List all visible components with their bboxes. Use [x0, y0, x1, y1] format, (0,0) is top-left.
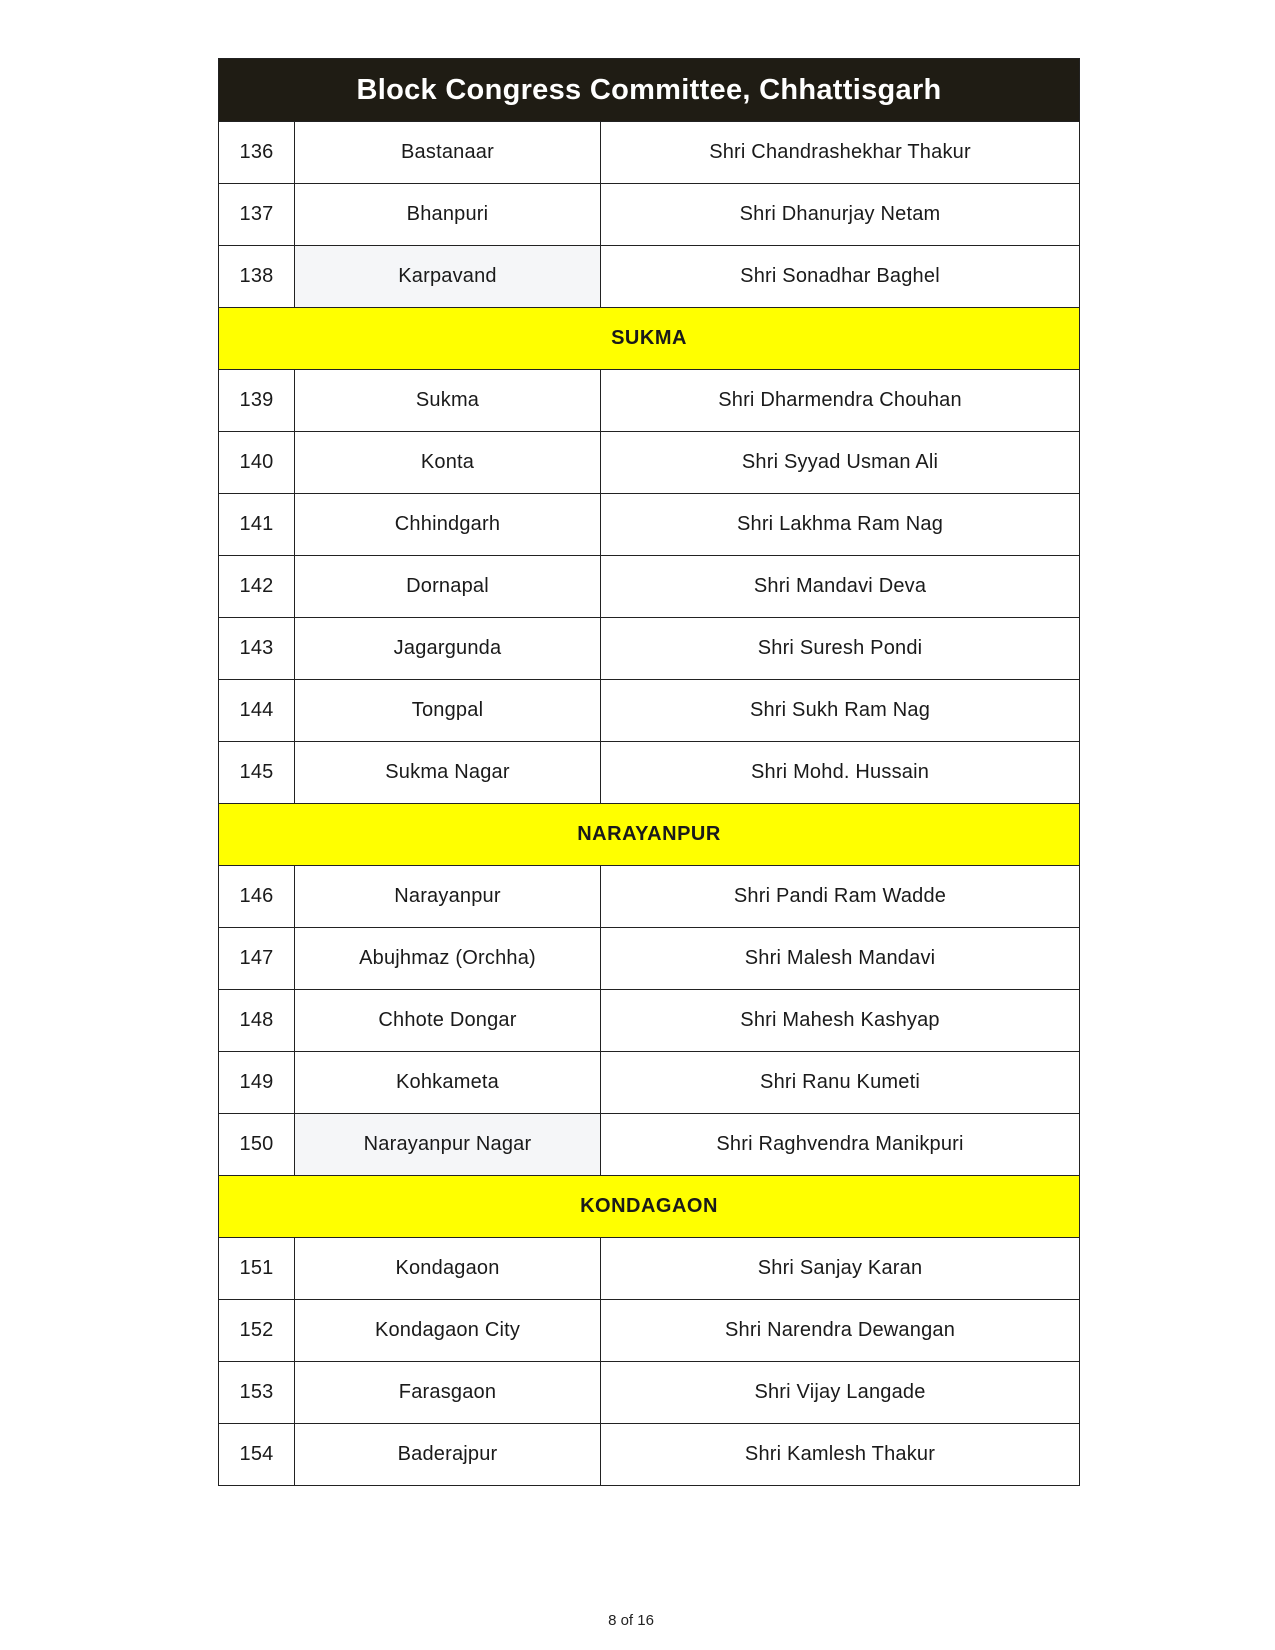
table-row [219, 1114, 1080, 1176]
district-header-row [219, 804, 1080, 866]
block-name-cell: Baderajpur [295, 1424, 601, 1486]
block-name-cell: Bastanaar [295, 122, 601, 184]
president-name-cell: Shri Mohd. Hussain [601, 742, 1080, 804]
president-name-cell: Shri Mandavi Deva [601, 556, 1080, 618]
president-name-cell: Shri Sonadhar Baghel [601, 246, 1080, 308]
table-row [219, 122, 1080, 184]
table-row [219, 370, 1080, 432]
block-name-cell: Jagargunda [295, 618, 601, 680]
president-name-cell: Shri Dharmendra Chouhan [601, 370, 1080, 432]
block-name-cell: Karpavand [295, 246, 601, 308]
president-name-cell: Shri Vijay Langade [601, 1362, 1080, 1424]
table-row [219, 928, 1080, 990]
serial-number-cell: 137 [219, 184, 295, 246]
district-name: KONDAGAON [219, 1176, 1080, 1238]
block-name-cell: Sukma Nagar [295, 742, 601, 804]
serial-number-cell: 151 [219, 1238, 295, 1300]
serial-number-cell: 136 [219, 122, 295, 184]
table-row [219, 742, 1080, 804]
block-name-cell: Farasgaon [295, 1362, 601, 1424]
serial-number-cell: 140 [219, 432, 295, 494]
serial-number-cell: 150 [219, 1114, 295, 1176]
serial-number-cell: 139 [219, 370, 295, 432]
block-name-cell: Bhanpuri [295, 184, 601, 246]
president-name-cell: Shri Chandrashekhar Thakur [601, 122, 1080, 184]
serial-number-cell: 148 [219, 990, 295, 1052]
table-row [219, 556, 1080, 618]
table-row [219, 1362, 1080, 1424]
president-name-cell: Shri Narendra Dewangan [601, 1300, 1080, 1362]
president-name-cell: Shri Raghvendra Manikpuri [601, 1114, 1080, 1176]
table-row [219, 184, 1080, 246]
serial-number-cell: 142 [219, 556, 295, 618]
table-row [219, 1052, 1080, 1114]
serial-number-cell: 146 [219, 866, 295, 928]
serial-number-cell: 145 [219, 742, 295, 804]
president-name-cell: Shri Kamlesh Thakur [601, 1424, 1080, 1486]
table-row [219, 866, 1080, 928]
block-name-cell: Chhindgarh [295, 494, 601, 556]
table-title: Block Congress Committee, Chhattisgarh [219, 59, 1080, 122]
president-name-cell: Shri Ranu Kumeti [601, 1052, 1080, 1114]
table-title-row [219, 59, 1080, 122]
block-name-cell: Narayanpur [295, 866, 601, 928]
table-row [219, 1300, 1080, 1362]
block-name-cell: Abujhmaz (Orchha) [295, 928, 601, 990]
table-row [219, 1424, 1080, 1486]
block-name-cell: Konta [295, 432, 601, 494]
district-name: SUKMA [219, 308, 1080, 370]
block-name-cell: Dornapal [295, 556, 601, 618]
district-header-row [219, 308, 1080, 370]
table-row [219, 494, 1080, 556]
block-name-cell: Kohkameta [295, 1052, 601, 1114]
serial-number-cell: 154 [219, 1424, 295, 1486]
serial-number-cell: 144 [219, 680, 295, 742]
table-row [219, 246, 1080, 308]
serial-number-cell: 149 [219, 1052, 295, 1114]
block-name-cell: Chhote Dongar [295, 990, 601, 1052]
president-name-cell: Shri Malesh Mandavi [601, 928, 1080, 990]
president-name-cell: Shri Pandi Ram Wadde [601, 866, 1080, 928]
president-name-cell: Shri Sukh Ram Nag [601, 680, 1080, 742]
block-name-cell: Tongpal [295, 680, 601, 742]
block-name-cell: Sukma [295, 370, 601, 432]
table-row [219, 680, 1080, 742]
president-name-cell: Shri Mahesh Kashyap [601, 990, 1080, 1052]
serial-number-cell: 138 [219, 246, 295, 308]
block-name-cell: Narayanpur Nagar [295, 1114, 601, 1176]
block-name-cell: Kondagaon [295, 1238, 601, 1300]
president-name-cell: Shri Syyad Usman Ali [601, 432, 1080, 494]
serial-number-cell: 143 [219, 618, 295, 680]
table-row [219, 1238, 1080, 1300]
page-number: 8 of 16 [608, 1612, 654, 1629]
president-name-cell: Shri Lakhma Ram Nag [601, 494, 1080, 556]
table-row [219, 990, 1080, 1052]
district-name: NARAYANPUR [219, 804, 1080, 866]
president-name-cell: Shri Sanjay Karan [601, 1238, 1080, 1300]
serial-number-cell: 141 [219, 494, 295, 556]
president-name-cell: Shri Suresh Pondi [601, 618, 1080, 680]
block-name-cell: Kondagaon City [295, 1300, 601, 1362]
table-row [219, 618, 1080, 680]
president-name-cell: Shri Dhanurjay Netam [601, 184, 1080, 246]
district-header-row [219, 1176, 1080, 1238]
table-row [219, 432, 1080, 494]
serial-number-cell: 152 [219, 1300, 295, 1362]
serial-number-cell: 147 [219, 928, 295, 990]
committee-table [218, 58, 1080, 1486]
serial-number-cell: 153 [219, 1362, 295, 1424]
